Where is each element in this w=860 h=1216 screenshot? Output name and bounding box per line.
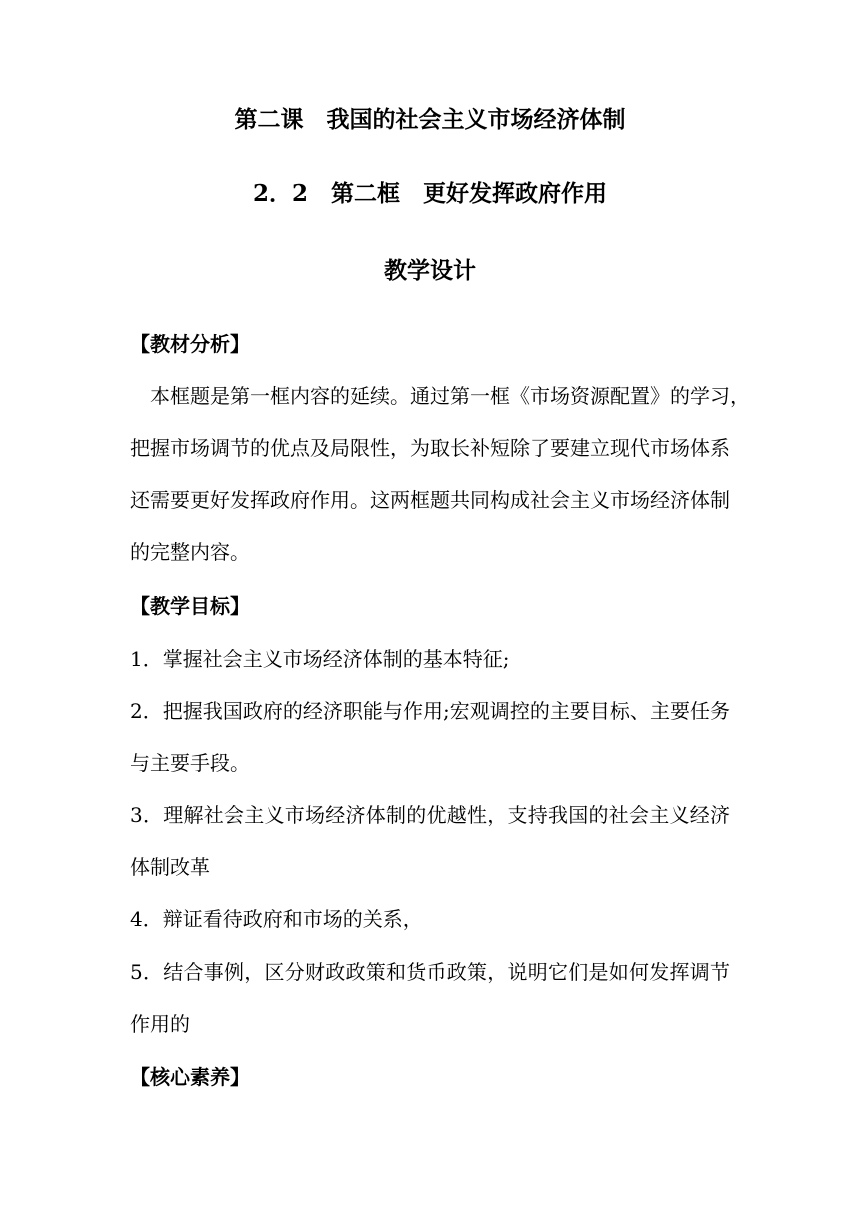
goal-line: 1．掌握社会主义市场经济体制的基本特征; xyxy=(130,647,510,671)
document-design-title: 教学设计 xyxy=(384,257,476,284)
section-heading-core-literacy: 【核心素养】 xyxy=(130,1065,250,1089)
paragraph-line: 的完整内容。 xyxy=(130,540,250,564)
paragraph-line: 本框题是第一框内容的延续。通过第一框《市场资源配置》的学习， xyxy=(150,384,750,408)
section-heading-textbook-analysis: 【教材分析】 xyxy=(130,332,250,356)
goal-line: 3．理解社会主义市场经济体制的优越性，支持我国的社会主义经济 xyxy=(130,803,730,827)
goal-line: 2．把握我国政府的经济职能与作用;宏观调控的主要目标、主要任务 xyxy=(130,699,730,723)
paragraph-line: 还需要更好发挥政府作用。这两框题共同构成社会主义市场经济体制 xyxy=(130,488,730,512)
goal-line: 体制改革 xyxy=(130,855,210,879)
document-subtitle: 2．2 第二框 更好发挥政府作用 xyxy=(252,180,607,207)
paragraph-line: 把握市场调节的优点及局限性，为取长补短除了要建立现代市场体系 xyxy=(130,436,730,460)
goal-line: 5．结合事例，区分财政政策和货币政策，说明它们是如何发挥调节 xyxy=(130,960,730,984)
goal-line: 作用的 xyxy=(130,1012,190,1036)
section-heading-teaching-goals: 【教学目标】 xyxy=(130,594,250,618)
goal-line: 4．辩证看待政府和市场的关系， xyxy=(130,907,423,931)
document-title: 第二课 我国的社会主义市场经济体制 xyxy=(234,106,626,133)
goal-line: 与主要手段。 xyxy=(130,751,250,775)
